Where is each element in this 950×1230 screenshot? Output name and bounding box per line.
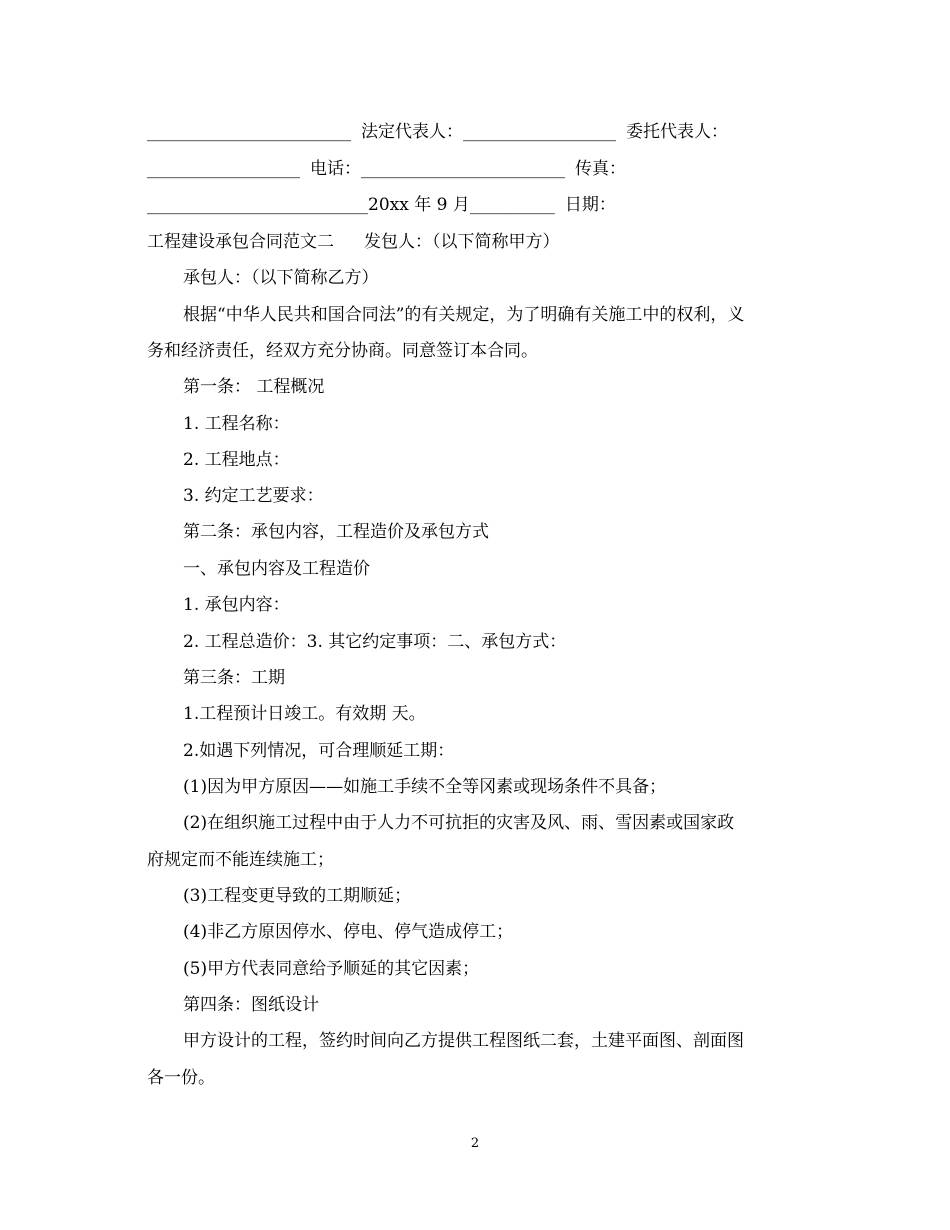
article-3-case-1: (1)因为甲方原因——如施工手续不全等冈素或现场条件不具备； xyxy=(183,777,667,797)
blank-field: __________________________ xyxy=(147,195,368,215)
phone-label: 电话： xyxy=(310,159,361,179)
article-3-title: 第三条：工期 xyxy=(183,668,285,688)
contractor-line: 承包人：（以下简称乙方） xyxy=(183,268,379,288)
article-3-case-3: (3)工程变更导致的工期顺延； xyxy=(183,886,412,906)
article-1-item-2: 2. 工程地点： xyxy=(183,450,290,470)
article-3-case-5: (5)甲方代表同意给予顺延的其它因素； xyxy=(183,959,480,979)
fax-label: 传真： xyxy=(575,159,626,179)
preamble-line-1: 根据“中华人民共和国合同法”的有关规定，为了明确有关施工中的权利，义 xyxy=(183,305,745,325)
blank-field: __________________ xyxy=(147,159,300,179)
article-1-item-3: 3. 约定工艺要求： xyxy=(183,486,324,506)
signature-line-contact xyxy=(147,158,807,180)
blank-field: ________________________ xyxy=(361,159,565,179)
page-number: 2 xyxy=(470,1136,480,1151)
contract-heading-line xyxy=(147,231,807,253)
article-4-paragraph-1: 甲方设计的工程，签约时间向乙方提供工程图纸二套，土建平面图、剖面图 xyxy=(183,1031,744,1051)
blank-field: __________ xyxy=(469,195,555,215)
article-4-title: 第四条：图纸设计 xyxy=(183,995,319,1015)
contract-title: 工程建设承包合同范文二 xyxy=(147,232,334,252)
article-3-case-2: (2)在组织施工过程中由于人力不可抗拒的灾害及风、雨、雪因素或国家政 xyxy=(183,813,735,833)
preamble-line-2: 务和经济责任，经双方充分协商。同意签订本合同。 xyxy=(147,341,538,361)
signature-line-representative xyxy=(147,121,807,143)
article-3-case-2-cont: 府规定而不能连续施工； xyxy=(147,850,334,870)
article-2-title: 第二条：承包内容，工程造价及承包方式 xyxy=(183,522,489,542)
article-3-case-4: (4)非乙方原因停水、停电、停气造成停工； xyxy=(183,922,514,942)
employer-label: 发包人：（以下简称甲方） xyxy=(364,232,560,252)
article-1-title: 第一条： 工程概况 xyxy=(183,377,325,397)
article-4-paragraph-1-cont: 各一份。 xyxy=(147,1068,215,1088)
date-label: 日期： xyxy=(564,195,616,215)
article-2-item-2: 2. 工程总造价：3. 其它约定事项：二、承包方式： xyxy=(183,632,567,652)
blank-field: __________________ xyxy=(463,122,616,142)
article-3-item-2: 2.如遇下列情况，可合理顺延工期： xyxy=(183,741,455,761)
article-3-item-1: 1.工程预计日竣工。有效期 天。 xyxy=(183,704,426,724)
blank-field: ________________________ xyxy=(147,122,351,142)
legal-representative-label: 法定代表人： xyxy=(361,122,463,142)
date-text: 20xx 年 9 月 xyxy=(368,195,470,215)
article-1-item-1: 1. 工程名称： xyxy=(183,414,290,434)
signature-line-date xyxy=(147,194,807,216)
article-2-subtitle: 一、承包内容及工程造价 xyxy=(183,559,370,579)
article-2-item-1: 1. 承包内容： xyxy=(183,595,290,615)
authorized-representative-label: 委托代表人： xyxy=(626,122,728,142)
